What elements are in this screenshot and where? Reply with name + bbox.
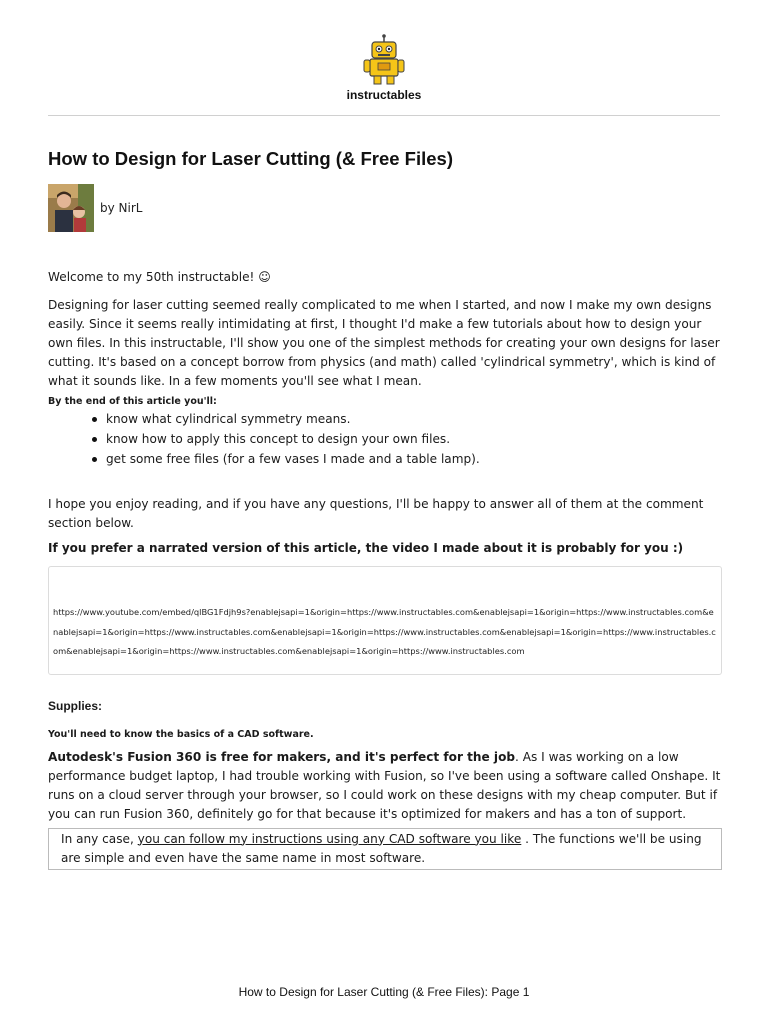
author-byline[interactable]: by NirL: [100, 201, 143, 215]
intro-paragraph: Designing for laser cutting seemed really complicated to me when I started, and now I make my own designs easily. Since it seems really intimidating at first, I thought I'd make a few tutorials about how to design your own files. In this instructable, I'll show you one of the simplest methods for creating your own designs for laser cutting. It's based on a concept borrow from physics (and math) called 'cylindrical symmetry', which is kind of what it sounds like. In a few moments you'll see what I mean.: [48, 298, 720, 388]
page-header: [0, 0, 768, 115]
cad-link[interactable]: you can follow my instructions using any CAD software you like: [137, 831, 522, 846]
author-avatar[interactable]: [48, 184, 94, 232]
video-embed[interactable]: [48, 566, 722, 675]
hope-paragraph: I hope you enjoy reading, and if you have any questions, I'll be happy to answer all of them at the comment section below.: [48, 497, 704, 530]
embed-url[interactable]: https://www.youtube.com/embed/qlBG1Fdjh9s?enablejsapi=1&origin=https://www.instructables.com&enablejsapi=1&origin=https://www.instructables.com&enablejsapi=1&origin=https://www.instructables.com&enablejsapi=1&origin=https://www.instructables.com&enablejsapi=1&origin=https://www.instructables.com&enablejsapi=1&origin=https://www.instructables.com&enablejsapi=1&origin=https://www.instructables.com: [53, 607, 716, 656]
list-item: know what cylindrical symmetry means.: [90, 409, 722, 429]
cad-basics-note: You'll need to know the basics of a CAD software.: [48, 728, 314, 740]
fusion-rest-text: . As I was working on a low performance budget laptop, I had trouble working with Fusion, so I've been using a software called Onshape. It runs on a cloud server through your browser, so I could work on these designs with my cheap computer. But if you can run Fusion 360, definitely go for that because it's optimized for makers and has a ton of support.: [48, 749, 721, 821]
fusion-bold-text: Autodesk's Fusion 360 is free for makers, and it's perfect for the job: [48, 749, 516, 764]
list-item: get some free files (for a few vases I made and a table lamp).: [90, 449, 722, 469]
page-footer: How to Design for Laser Cutting (& Free Files): Page 1: [238, 985, 530, 999]
article-body: [48, 268, 722, 870]
header-divider: [48, 115, 720, 116]
narrated-version-note: If you prefer a narrated version of this article, the video I made about it is probably for you :): [48, 541, 684, 555]
note-box: [48, 828, 722, 870]
box-pre-text: In any case,: [61, 831, 138, 846]
list-item: know how to apply this concept to design your own files.: [90, 429, 722, 449]
box-post-text: . The functions we'll be using are simple and even have the same name in most software.: [61, 831, 702, 865]
article-title: How to Design for Laser Cutting (& Free Files): [48, 148, 453, 169]
fusion-paragraph: [48, 748, 722, 824]
robot-logo-icon[interactable]: [360, 34, 408, 86]
supplies-heading: Supplies:: [48, 698, 103, 713]
by-end-label: By the end of this article you'll:: [48, 396, 217, 407]
brand-name[interactable]: instructables: [346, 88, 422, 102]
goals-list: [48, 409, 722, 469]
welcome-text: Welcome to my 50th instructable! ☺: [48, 270, 271, 284]
